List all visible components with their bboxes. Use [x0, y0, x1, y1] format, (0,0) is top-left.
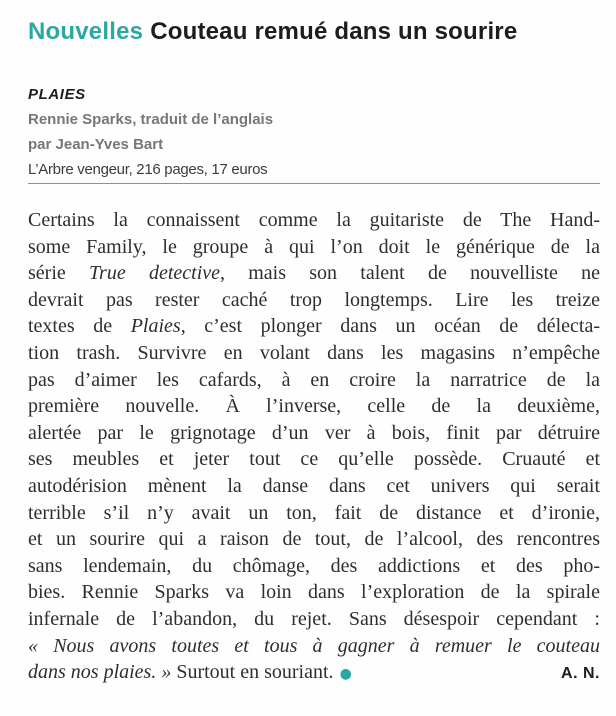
- section-label: Nouvelles: [28, 18, 144, 45]
- body-line: [28, 553, 600, 580]
- closing-quote-roman: Surtout en souriant.: [171, 661, 334, 684]
- closing-quote-italic: dans nos plaies. »: [28, 661, 172, 684]
- closing-line: [28, 659, 600, 686]
- author-initials: A. N.: [561, 665, 600, 683]
- body-text: et un sourire qui a raison de tout, de l’alcool, des rencontres: [28, 528, 600, 551]
- book-title: PLAIES: [28, 86, 86, 103]
- body-line: [28, 393, 600, 420]
- body-text: sans lendemain, du chômage, des addictions et des pho-: [28, 554, 600, 577]
- body-text: , mais son talent de nouvelliste ne: [220, 262, 600, 285]
- body-text: infernale de l’abandon, du rejet. Sans désespoir cependant :: [28, 607, 600, 630]
- body-line: [28, 260, 600, 287]
- body-text-italic: Plaies: [130, 315, 181, 338]
- book-translator-line-1: Rennie Sparks, traduit de l’anglais: [28, 111, 274, 128]
- body-text: , c’est plonger dans un océan de délecta-: [180, 315, 601, 338]
- body-line: [28, 579, 600, 606]
- body-line: [28, 606, 600, 633]
- body-line: [28, 287, 600, 314]
- body-line: [28, 340, 600, 367]
- body-line: [28, 313, 600, 340]
- body-line: [28, 420, 600, 447]
- body-line: [28, 367, 600, 394]
- body-line: [28, 473, 600, 500]
- body-text: devrait pas rester caché trop longtemps. Lire les treize: [28, 288, 600, 311]
- separator-line: [28, 183, 600, 184]
- body-text: terrible s’il n’y avait un ton, fait de distance et d’ironie,: [28, 501, 600, 524]
- body-text: pas d’aimer les cafards, à en croire la narratrice de la: [28, 368, 600, 391]
- body-line: [28, 234, 600, 261]
- book-translator-line-2: par Jean-Yves Bart: [28, 136, 164, 153]
- end-bullet-icon: ●: [339, 666, 352, 683]
- article-headline: [28, 18, 600, 46]
- body-text-italic: True detective: [89, 262, 220, 285]
- body-line: [28, 500, 600, 527]
- body-text: série: [28, 262, 90, 285]
- body-line: [28, 633, 600, 660]
- body-text: some Family, le groupe à qui l’on doit le générique de la: [28, 235, 600, 258]
- body-text: ses meubles et jeter tout ce qu’elle possède. Cruauté et: [28, 448, 600, 471]
- article-body-lines: [28, 207, 600, 659]
- body-text: tion trash. Survivre en volant dans les magasins n’empêche: [28, 341, 600, 364]
- article-body: [28, 207, 600, 686]
- closing-text: [28, 659, 352, 688]
- body-line: [28, 446, 600, 473]
- article-title: Couteau remué dans un sourire: [150, 18, 518, 45]
- body-text: Certains la connaissent comme la guitariste de The Hand-: [28, 209, 600, 231]
- body-text: alertée par le grignotage d’un ver à bois, finit par détruire: [28, 421, 600, 444]
- body-text: textes de: [28, 315, 131, 338]
- body-line: [28, 207, 600, 234]
- body-text-italic: « Nous avons toutes et tous à gagner à remuer le couteau: [28, 634, 600, 657]
- body-line: [28, 526, 600, 553]
- body-text: bies. Rennie Sparks va loin dans l’exploration de la spirale: [28, 581, 600, 604]
- body-text: première nouvelle. À l’inverse, celle de la deuxième,: [28, 395, 600, 418]
- book-publisher-line: L’Arbre vengeur, 216 pages, 17 euros: [28, 161, 268, 178]
- body-text: autodérision mènent la danse dans cet univers qui serait: [28, 474, 600, 497]
- book-info-block: [28, 82, 600, 182]
